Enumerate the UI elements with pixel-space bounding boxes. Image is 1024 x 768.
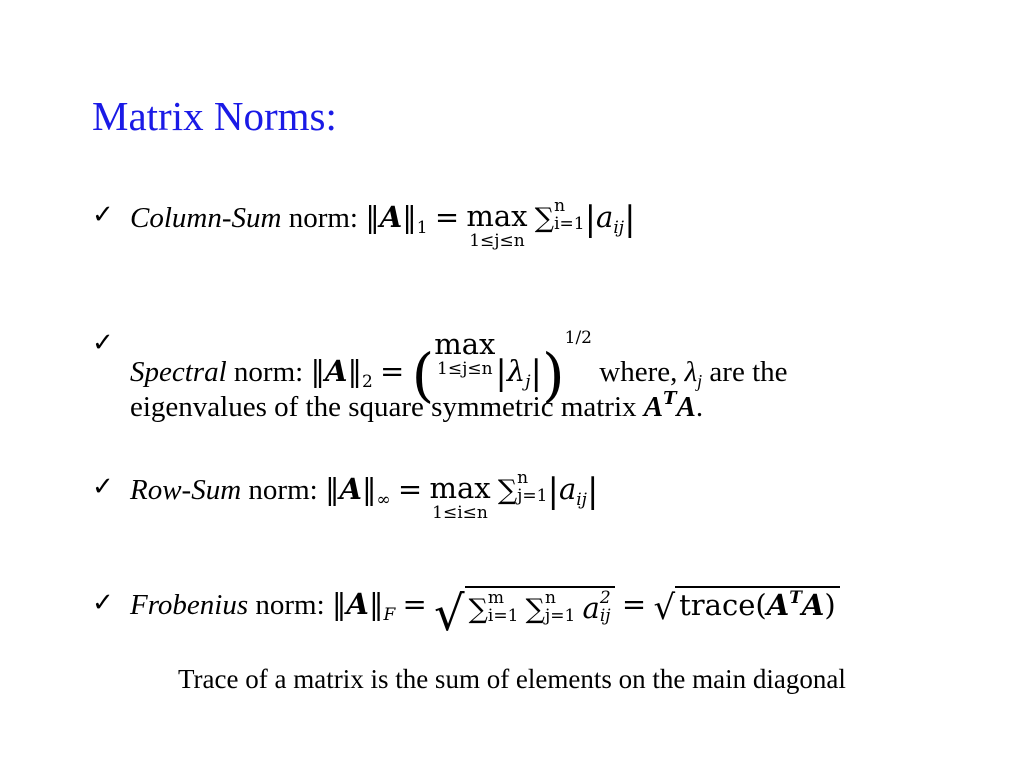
- paren-open: (: [411, 341, 435, 409]
- norm-close: ‖: [347, 354, 362, 388]
- sum-icon: ∑: [497, 475, 518, 506]
- spectral-line-2: [130, 390, 703, 422]
- element-square: 2: [599, 588, 611, 608]
- row-sum-label: norm:: [248, 474, 318, 506]
- sum-icon: ∑: [468, 594, 488, 625]
- max-operator: [466, 199, 528, 251]
- radicand: [465, 586, 615, 626]
- are-the-text: are the: [709, 356, 788, 388]
- abs-open: |: [547, 471, 559, 511]
- sqrt-trace: [653, 588, 839, 628]
- lambda-inline-sub: j: [697, 371, 703, 391]
- abs-open: |: [495, 353, 507, 393]
- sum-lower: j=1: [517, 485, 548, 506]
- matrix-a: A: [676, 391, 696, 423]
- where-text: where,: [599, 356, 678, 388]
- row-sum-term: Row-Sum: [130, 474, 242, 506]
- sum-upper: n: [517, 468, 529, 488]
- lambda-sub: j: [525, 372, 531, 392]
- sqrt-double-sum: [434, 586, 615, 642]
- matrix-a: A: [346, 587, 369, 621]
- check-icon: ✓: [92, 588, 114, 618]
- element-a: a: [596, 200, 614, 234]
- frobenius-line: [130, 586, 840, 642]
- sum-upper: m: [487, 588, 505, 608]
- element-a: a: [582, 591, 600, 625]
- slide-title: Matrix Norms:: [92, 93, 337, 139]
- equals-sign: =: [397, 472, 423, 506]
- norm-close: ‖: [368, 587, 384, 621]
- spectral-term: Spectral: [130, 356, 227, 388]
- sum-icon: ∑: [525, 594, 545, 625]
- norm-sub-1: 1: [416, 218, 428, 238]
- check-icon: ✓: [92, 472, 114, 502]
- frobenius-term: Frobenius: [130, 589, 249, 621]
- paren-close: ): [542, 341, 565, 409]
- frobenius-label: norm:: [255, 589, 325, 621]
- radicand: [675, 586, 840, 621]
- equals-sign: =: [434, 200, 460, 234]
- transpose-sup: T: [663, 388, 677, 409]
- norm-close: ‖: [402, 200, 417, 234]
- sum-lower: j=1: [544, 605, 576, 626]
- max-limit: 1≤j≤n: [469, 231, 525, 251]
- radical-icon: √: [653, 588, 676, 628]
- trace-close: ): [824, 588, 836, 622]
- norm-open: ‖: [331, 587, 347, 621]
- column-sum-line: [130, 196, 636, 251]
- abs-open: |: [584, 199, 597, 239]
- matrix-a: A: [801, 588, 825, 622]
- exponent-half: 1/2: [564, 328, 592, 348]
- sum-lower: i=1: [487, 605, 519, 626]
- row-sum-line: [130, 468, 599, 523]
- lambda-inline: λ: [684, 356, 698, 388]
- trace-text: trace(: [679, 588, 767, 622]
- matrix-a: A: [324, 354, 348, 388]
- spectral-label: norm:: [233, 356, 304, 388]
- max-operator: [429, 471, 491, 523]
- norm-open: ‖: [324, 472, 340, 506]
- element-sub: ij: [599, 605, 611, 626]
- abs-close: |: [586, 471, 599, 511]
- max-operator: [434, 327, 496, 379]
- sum-icon: ∑: [534, 203, 555, 234]
- equals-sign: =: [402, 587, 427, 621]
- max-limit: 1≤i≤n: [432, 503, 488, 523]
- column-sum-term: Column-Sum: [130, 202, 282, 234]
- column-sum-label: norm:: [288, 202, 358, 234]
- lambda: λ: [506, 354, 526, 388]
- max-text: max: [466, 199, 528, 233]
- sum-limits: [545, 590, 575, 626]
- check-icon: ✓: [92, 328, 114, 358]
- max-text: max: [429, 471, 491, 505]
- transpose-sup: T: [789, 588, 802, 608]
- abs-close: |: [530, 353, 542, 393]
- norm-sub-inf: ∞: [376, 490, 391, 510]
- spectral-eigen-text: eigenvalues of the square symmetric matrix: [130, 391, 637, 423]
- element-scripts: [600, 590, 611, 626]
- max-limit: 1≤j≤n: [437, 359, 493, 379]
- sum-limits: [554, 198, 585, 234]
- equals-sign: =: [621, 587, 647, 621]
- matrix-a: A: [339, 472, 362, 506]
- check-icon: ✓: [92, 200, 114, 230]
- max-text: max: [434, 327, 496, 361]
- sum-upper: n: [544, 588, 556, 608]
- trace-note: Trace of a matrix is the sum of elements on the main diagonal: [178, 664, 846, 694]
- sum-lower: i=1: [554, 213, 585, 234]
- matrix-a: A: [379, 200, 403, 234]
- period: .: [695, 391, 704, 423]
- norm-close: ‖: [361, 472, 377, 506]
- norm-open: ‖: [365, 200, 380, 234]
- sum-upper: n: [554, 196, 566, 216]
- sum-limits: [488, 590, 519, 626]
- radical-icon: √: [434, 586, 465, 642]
- element-sub: ij: [576, 490, 587, 510]
- sum-limits: [517, 470, 547, 506]
- norm-sub-f: F: [383, 605, 396, 625]
- abs-close: |: [624, 199, 636, 239]
- element-a: a: [558, 472, 577, 506]
- norm-open: ‖: [310, 354, 325, 388]
- norm-sub-2: 2: [361, 372, 373, 392]
- matrix-a: A: [766, 588, 790, 622]
- matrix-a: A: [643, 391, 664, 423]
- equals-sign: =: [380, 354, 405, 388]
- element-sub: ij: [613, 218, 625, 238]
